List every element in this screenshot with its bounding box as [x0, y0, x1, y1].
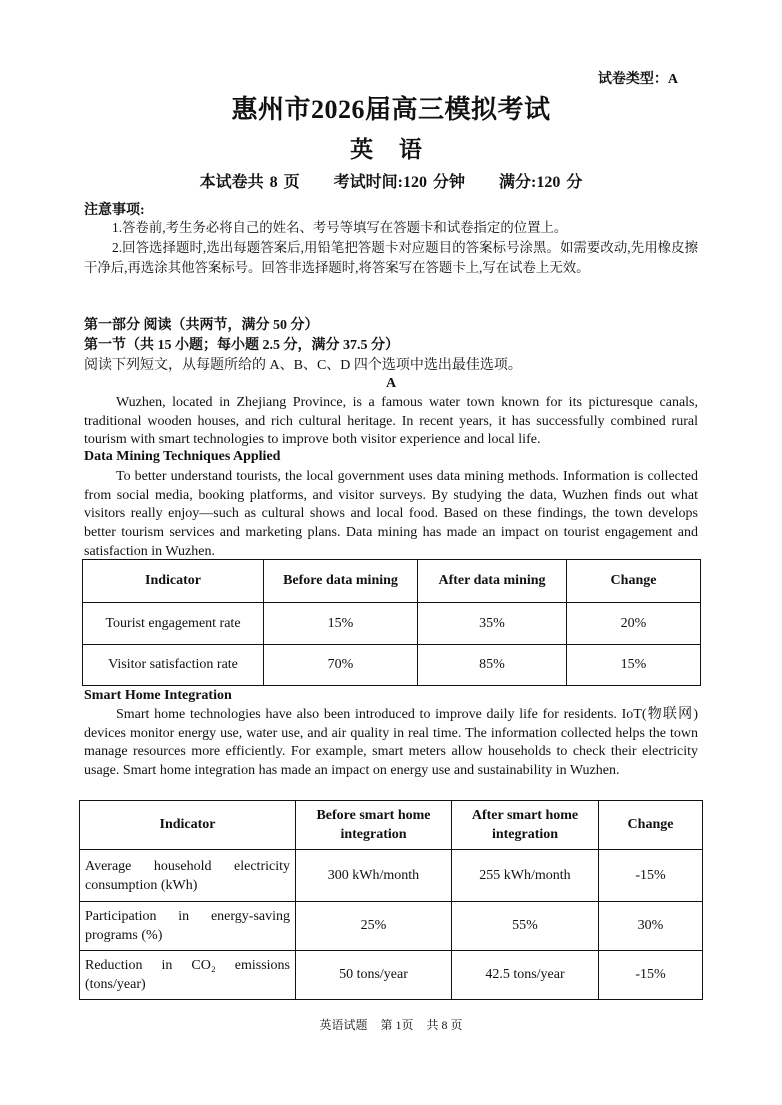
table-cell: 70%: [264, 645, 418, 686]
passage-label: A: [385, 376, 397, 391]
table-header: After data mining: [418, 560, 567, 603]
part1-heading: 第一部分 阅读（共两节，满分 50 分）: [84, 318, 319, 333]
table-header: Before smart home integration: [296, 801, 452, 850]
table-cell: Average household electricity consumption (kWh): [80, 850, 296, 902]
table-header-row: [83, 560, 701, 603]
table-cell: 15%: [567, 645, 701, 686]
paragraph-data-mining: To better understand tourists, the local government uses data mining methods. Information is collected from social media, booking platforms, and visitor surveys. By studying the data, Wuzhen finds out what visitors really enjoy—such as cultural shows and local food. Based on these findings, the town develops better tourism services and marketing plans. Data mining has made an impact on tourist engagement and satisfaction in Wuzhen.: [84, 469, 698, 559]
table-header: Indicator: [83, 560, 264, 603]
footer-total: 共 8 页: [426, 1018, 463, 1032]
table-cell: 50 tons/year: [296, 951, 452, 1000]
table-cell: Reduction in CO₂ emissions (tons/year): [80, 951, 296, 1000]
table-header: Change: [599, 801, 703, 850]
subheading-smart-home: Smart Home Integration: [84, 688, 232, 703]
paper-type: 试卷类型：A: [597, 72, 678, 87]
instruction: 阅读下列短文，从每题所给的 A、B、C、D 四个选项中选出最佳选项。: [84, 358, 522, 373]
subheading-data-mining: Data Mining Techniques Applied: [84, 449, 281, 464]
section1-heading: 第一节（共 15 小题；每小题 2.5 分，满分 37.5 分）: [84, 338, 399, 353]
table-cell: 85%: [418, 645, 567, 686]
table-cell: 25%: [296, 902, 452, 951]
table-cell: 35%: [418, 603, 567, 645]
smart-home-table: [79, 800, 703, 1000]
full-score: 满分:120 分: [499, 174, 583, 191]
table-row: [80, 902, 703, 951]
footer-subject: 英语试题: [319, 1018, 368, 1032]
footer-page: 第 1页: [380, 1018, 414, 1032]
paragraph-smart-home: Smart home technologies have also been introduced to improve daily life for residents. IoT(物联网) devices monitor energy use, water use, and air quality in real time. The information collected helps the town manage resources more efficiently. For example, smart meters allow households to check their electricity usage. Smart home integration has made an impact on energy use and sustainability in Wuzhen.: [84, 707, 698, 779]
table-cell: -15%: [599, 850, 703, 902]
table-row: [80, 850, 703, 902]
table-row: [83, 603, 701, 645]
passage-intro: Wuzhen, located in Zhejiang Province, is a famous water town known for its picturesque canals, traditional wooden houses, and rich cultural heritage. In recent years, it has successfully combined rural tourism with smart technologies to improve both visitor experience and local life.: [84, 395, 698, 448]
exam-title: 惠州市2026届高三模拟考试: [231, 95, 551, 124]
exam-subject: 英 语: [350, 137, 432, 162]
table-cell: 15%: [264, 603, 418, 645]
table-cell: Tourist engagement rate: [83, 603, 264, 645]
table-header: Before data mining: [264, 560, 418, 603]
table-row: [83, 645, 701, 686]
table-cell: 300 kWh/month: [296, 850, 452, 902]
page-count: 本试卷共 8 页: [199, 174, 300, 191]
notice-item-1: 1.答卷前,考生务必将自己的姓名、考号等填写在答题卡和试卷指定的位置上。: [112, 220, 568, 235]
table-cell: 55%: [452, 902, 599, 951]
table-row: [80, 951, 703, 1000]
notice-heading: 注意事项:: [84, 203, 145, 218]
table-cell: 255 kWh/month: [452, 850, 599, 902]
table-cell: 20%: [567, 603, 701, 645]
exam-time: 考试时间:120 分钟: [333, 174, 465, 191]
notice-item-2: 2.回答选择题时,选出每题答案后,用铅笔把答题卡对应题目的答案标号涂黑。如需要改动,先用橡皮擦干净后,再选涂其他答案标号。回答非选择题时,将答案写在答题卡上,写在试卷上无效。: [84, 240, 698, 275]
table-cell: Participation in energy-saving programs (%): [80, 902, 296, 951]
page-footer: [0, 1016, 782, 1033]
table-header-row: [80, 801, 703, 850]
table-header: Indicator: [80, 801, 296, 850]
data-mining-table: [82, 559, 701, 686]
table-cell: Visitor satisfaction rate: [83, 645, 264, 686]
table-header: After smart home integration: [452, 801, 599, 850]
exam-meta: [0, 169, 782, 192]
table-cell: 42.5 tons/year: [452, 951, 599, 1000]
table-header: Change: [567, 560, 701, 603]
table-cell: -15%: [599, 951, 703, 1000]
table-cell: 30%: [599, 902, 703, 951]
